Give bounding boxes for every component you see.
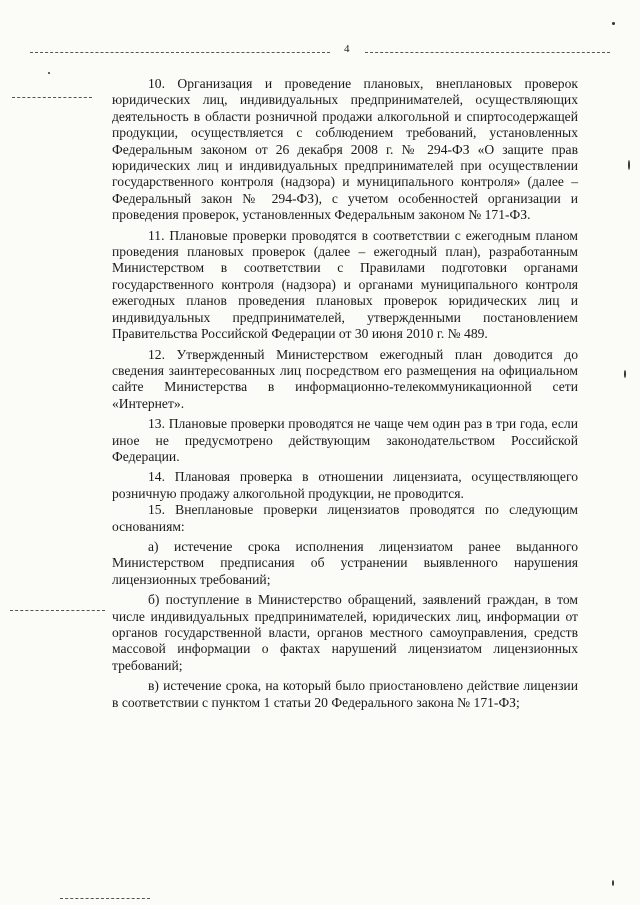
paragraph-12: 12. Утвержденный Министерством ежегодный план доводится до сведения заинтересованных лиц посредством его размещения на официальном сайте Министерства в информационно-телекоммуникационной сети «Интернет».: [112, 346, 578, 411]
paragraph-15-b: б) поступление в Министерство обращений, заявлений граждан, в том числе индивидуальных предпринимателей, юридических лиц, информации от органов государственной власти, органов местного самоуправления, средств массовой информации о фактах нарушений лицензиатом лицензионных требований;: [112, 592, 578, 673]
page-number: 4: [344, 43, 350, 55]
scan-artifact-line-top-right: [365, 52, 610, 53]
paragraph-11: 11. Плановые проверки проводятся в соответствии с ежегодным планом проведения плановых проверок (далее – ежегодный план), разработанным Министерством в соответствии с Правилами подготовки органами государственного контроля (надзора) и органами муниципального контроля ежегодных планов проведения плановых проверок юридических лиц и индивидуальных предпринимателей, утвержденными постановлением Правительства Российской Федерации от 30 июня 2010 г. № 489.: [112, 227, 578, 342]
scan-speck: [624, 370, 626, 378]
scan-artifact-line-left-2: [10, 610, 105, 611]
scan-speck: [48, 72, 50, 74]
scan-artifact-line-left-1: [12, 97, 92, 98]
scan-speck: [612, 880, 614, 886]
paragraph-15-a: а) истечение срока исполнения лицензиатом ранее выданного Министерством предписания об устранении выявленного нарушения лицензионных требований;: [112, 538, 578, 587]
scan-artifact-line-bottom: [60, 898, 150, 899]
scan-speck: [628, 160, 630, 170]
scan-artifact-line-top: [30, 52, 330, 53]
paragraph-14: 14. Плановая проверка в отношении лицензиата, осуществляющего розничную продажу алкогольной продукции, не проводится.: [112, 469, 578, 501]
document-body: [112, 76, 578, 711]
paragraph-15: 15. Внеплановые проверки лицензиатов проводятся по следующим основаниям:: [112, 502, 578, 534]
paragraph-13: 13. Плановые проверки проводятся не чаще чем один раз в три года, если иное не предусмотрено действующим законодательством Российской Федерации.: [112, 416, 578, 464]
paragraph-10: 10. Организация и проведение плановых, внеплановых проверок юридических лиц, индивидуальных предпринимателей, осуществляющих деятельность в области розничной продажи алкогольной и спиртосодержащей продукции, осуществляется с соблюдением требований, установленных Федеральным законом от 26 декабря 2008 г. № 294-ФЗ «О защите прав юридических лиц и индивидуальных предпринимателей при осуществлении государственного контроля (надзора) и муниципального контроля» (далее – Федеральный закон № 294-ФЗ), с учетом особенностей организации и проведения проверок, установленных Федеральным законом № 171-ФЗ.: [112, 76, 578, 223]
scan-speck: [612, 22, 615, 25]
paragraph-15-v: в) истечение срока, на который было приостановлено действие лицензии в соответствии с пунктом 1 статьи 20 Федерального закона № 171-ФЗ;: [112, 678, 578, 710]
